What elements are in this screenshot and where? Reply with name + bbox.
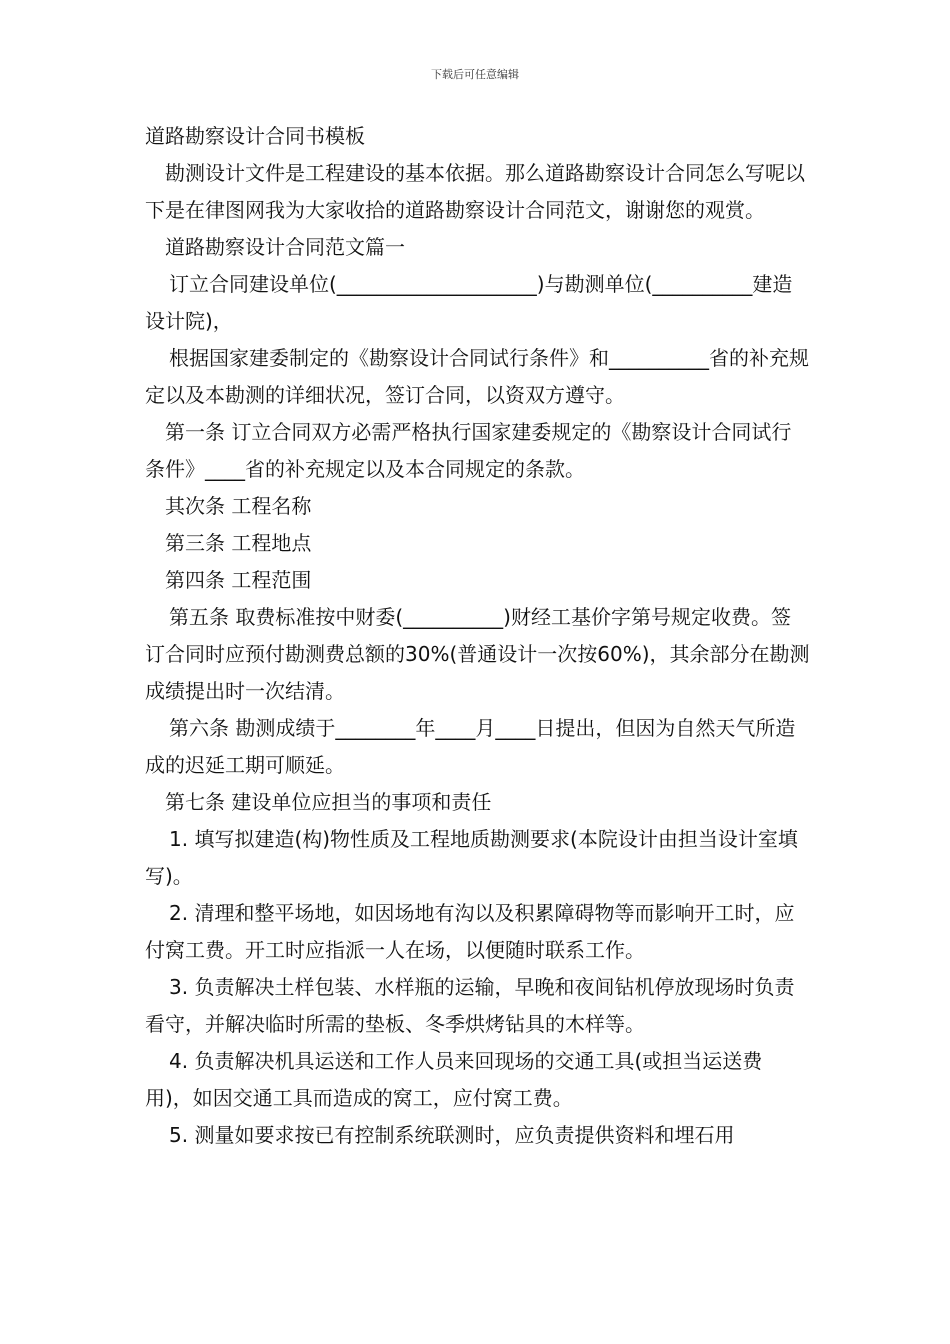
article-2: 其次条 工程名称	[165, 494, 312, 518]
article-6: 第六条 勘测成绩于________年____月____日提出，但因为自然天气所造成的迟延工期可顺延。	[145, 716, 796, 777]
list-item-1: 1. 填写拟建造(构)物性质及工程地质勘测要求(本院设计由担当设计室填写)。	[145, 827, 798, 888]
document-body	[145, 118, 810, 1154]
article-1: 第一条 订立合同双方必需严格执行国家建委规定的《勘察设计合同试行条件》____省的补充规定以及本合同规定的条款。	[145, 420, 792, 481]
paragraph-basis: 根据国家建委制定的《勘察设计合同试行条件》和__________省的补充规定以及本勘测的详细状况，签订合同，以资双方遵守。	[145, 346, 809, 407]
document-title: 道路勘察设计合同书模板	[145, 124, 365, 148]
paragraph-intro: 勘测设计文件是工程建设的基本依据。那么道路勘察设计合同怎么写呢以下是在律图网我为大家收拾的道路勘察设计合同范文，谢谢您的观赏。	[145, 161, 805, 222]
article-7: 第七条 建设单位应担当的事项和责任	[165, 790, 492, 814]
list-item-5: 5. 测量如要求按已有控制系统联测时，应负责提供资料和埋石用	[169, 1123, 735, 1147]
list-item-4: 4. 负责解决机具运送和工作人员来回现场的交通工具(或担当运送费用)，如因交通工具而造成的窝工，应付窝工费。	[145, 1049, 763, 1110]
article-4: 第四条 工程范围	[165, 568, 312, 592]
list-item-2: 2. 清理和整平场地，如因场地有沟以及积累障碍物等而影响开工时，应付窝工费。开工时应指派一人在场，以便随时联系工作。	[145, 901, 795, 962]
list-item-3: 3. 负责解决土样包装、水样瓶的运输，早晚和夜间钻机停放现场时负责看守，并解决临时所需的垫板、冬季烘烤钻具的木样等。	[145, 975, 795, 1036]
article-5: 第五条 取费标准按中财委(__________)财经工基价字第号规定收费。签订合同时应预付勘测费总额的30%(普通设计一次按60%)，其余部分在勘测成绩提出时一次结清。	[145, 605, 810, 703]
paragraph-parties: 订立合同建设单位(____________________)与勘测单位(__________建造设计院)，	[145, 272, 793, 333]
section-heading: 道路勘察设计合同范文篇一	[165, 235, 405, 259]
page-header: 下载后可任意编辑	[431, 68, 519, 81]
article-3: 第三条 工程地点	[165, 531, 312, 555]
